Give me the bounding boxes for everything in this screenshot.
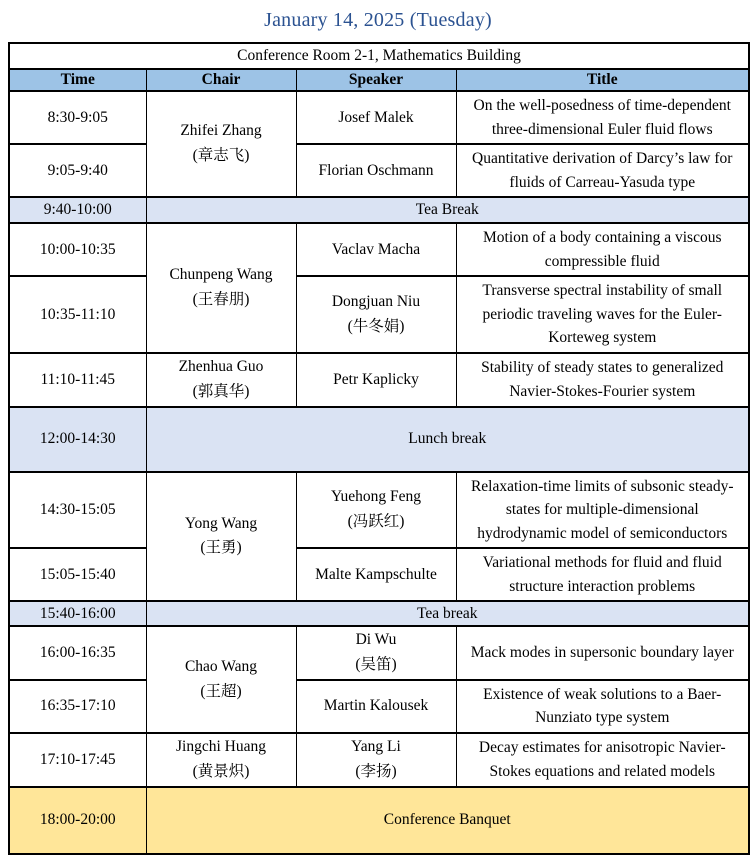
speaker-cell: Malte Kampschulte [296, 548, 456, 601]
speaker-name: Dongjuan Niu [331, 292, 421, 310]
column-header-speaker: Speaker [296, 69, 456, 91]
time-cell: 10:00-10:35 [9, 223, 146, 276]
session-row [9, 472, 749, 549]
session-row [9, 276, 749, 353]
speaker-name-cn: (李扬) [355, 762, 397, 780]
column-header-time: Time [9, 69, 146, 91]
speaker-cell: Vaclav Macha [296, 223, 456, 276]
title-cell: Relaxation-time limits of subsonic steady-states for multiple-dimensional hydrodynamic model of semiconductors [456, 472, 749, 549]
speaker-name-cn: (牛冬娟) [347, 317, 405, 335]
chair-name-cn: (王超) [200, 682, 242, 700]
page-title: January 14, 2025 (Tuesday) [264, 9, 492, 31]
chair-cell [146, 626, 296, 733]
speaker-cell [296, 472, 456, 549]
speaker-name-cn: (冯跃红) [347, 512, 405, 530]
time-cell: 9:40-10:00 [9, 197, 146, 223]
chair-name: Zhifei Zhang [180, 122, 262, 140]
time-cell: 8:30-9:05 [9, 91, 146, 144]
title-cell: Existence of weak solutions to a Baer-Nunziato type system [456, 680, 749, 733]
tea-break-row [9, 197, 749, 223]
chair-cell [146, 353, 296, 407]
speaker-name-cn: (吴笛) [355, 656, 397, 674]
lunch-break-row [9, 407, 749, 472]
time-cell: 17:10-17:45 [9, 733, 146, 787]
break-label: Tea break [146, 601, 749, 626]
tea-break-row [9, 601, 749, 626]
time-cell: 14:30-15:05 [9, 472, 146, 549]
speaker-name: Yuehong Feng [331, 488, 421, 506]
break-label: Tea Break [146, 197, 749, 223]
title-cell: Decay estimates for anisotropic Navier-Stokes equations and related models [456, 733, 749, 787]
chair-cell [146, 733, 296, 787]
time-cell: 16:35-17:10 [9, 680, 146, 733]
time-cell: 16:00-16:35 [9, 626, 146, 680]
speaker-cell [296, 626, 456, 680]
chair-cell [146, 91, 296, 197]
time-cell: 9:05-9:40 [9, 144, 146, 197]
title-cell: Variational methods for fluid and fluid structure interaction problems [456, 548, 749, 601]
session-row [9, 223, 749, 276]
chair-name: Zhenhua Guo [178, 357, 264, 375]
session-row [9, 680, 749, 733]
session-row [9, 733, 749, 787]
time-cell: 12:00-14:30 [9, 407, 146, 472]
chair-name: Yong Wang [184, 514, 258, 532]
session-row [9, 144, 749, 197]
title-cell: Quantitative derivation of Darcy’s law for fluids of Carreau-Yasuda type [456, 144, 749, 197]
column-header-chair: Chair [146, 69, 296, 91]
chair-cell [146, 472, 296, 602]
break-label: Lunch break [146, 407, 749, 472]
title-cell: Transverse spectral instability of small periodic traveling waves for the Euler-Korteweg system [456, 276, 749, 353]
column-header-row [9, 69, 749, 91]
speaker-cell: Martin Kalousek [296, 680, 456, 733]
chair-name: Jingchi Huang [176, 737, 266, 755]
chair-name-cn: (黄景炽) [192, 762, 250, 780]
room-header-row [9, 43, 749, 69]
speaker-cell: Josef Malek [296, 91, 456, 144]
session-row [9, 91, 749, 144]
time-cell: 10:35-11:10 [9, 276, 146, 353]
session-row [9, 548, 749, 601]
session-row [9, 626, 749, 680]
title-cell: On the well-posedness of time-dependent three-dimensional Euler fluid flows [456, 91, 749, 144]
speaker-cell: Florian Oschmann [296, 144, 456, 197]
speaker-name: Di Wu [355, 631, 397, 649]
title-cell: Motion of a body containing a viscous compressible fluid [456, 223, 749, 276]
chair-name-cn: (王春朋) [192, 291, 250, 309]
chair-name-cn: (章志飞) [192, 147, 250, 165]
speaker-name: Yang Li [351, 737, 401, 755]
chair-name: Chao Wang [184, 657, 258, 675]
banquet-label: Conference Banquet [146, 787, 749, 854]
time-cell: 15:40-16:00 [9, 601, 146, 626]
time-cell: 15:05-15:40 [9, 548, 146, 601]
speaker-cell [296, 733, 456, 787]
column-header-title: Title [456, 69, 749, 91]
speaker-cell [296, 276, 456, 353]
chair-name-cn: (郭真华) [192, 382, 250, 400]
speaker-cell: Petr Kaplicky [296, 353, 456, 407]
chair-name: Chunpeng Wang [169, 266, 273, 284]
chair-cell [146, 223, 296, 353]
session-row [9, 353, 749, 407]
schedule-table [8, 42, 750, 855]
room-header: Conference Room 2-1, Mathematics Building [9, 43, 749, 69]
title-cell: Stability of steady states to generalized Navier-Stokes-Fourier system [456, 353, 749, 407]
time-cell: 18:00-20:00 [9, 787, 146, 854]
title-cell: Mack modes in supersonic boundary layer [456, 626, 749, 680]
banquet-row [9, 787, 749, 854]
time-cell: 11:10-11:45 [9, 353, 146, 407]
chair-name-cn: (王勇) [200, 539, 242, 557]
